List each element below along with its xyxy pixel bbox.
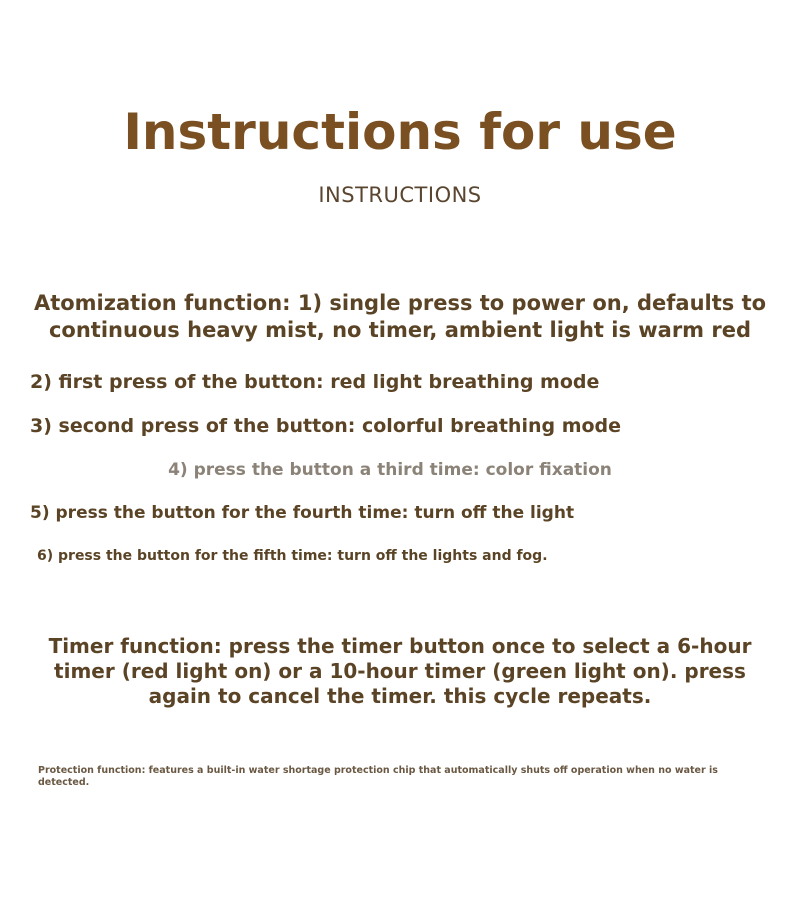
step-6-text: 6) press the button for the fifth time: turn off the lights and fog. [37, 548, 548, 564]
step-4-text: 4) press the button a third time: color fixation [168, 460, 612, 480]
protection-function-text: Protection function: features a built-in water shortage protection chip that automatically shuts off operation when no water is detected. [38, 765, 718, 788]
step-5-text: 5) press the button for the fourth time: turn off the light [30, 503, 575, 523]
timer-function-text: Timer function: press the timer button once to select a 6-hour timer (red light on) or a 10-hour timer (green light on). press again to cancel the timer. this cycle repeats. [48, 634, 752, 708]
page-subtitle: INSTRUCTIONS [318, 183, 482, 207]
atomization-function-text: Atomization function: 1) single press to power on, defaults to continuous heavy mist, no timer, ambient light is warm red [33, 291, 767, 342]
step-2-text: 2) first press of the button: red light breathing mode [30, 371, 600, 393]
page-title: Instructions for use [123, 103, 677, 161]
step-3-text: 3) second press of the button: colorful breathing mode [30, 415, 622, 437]
